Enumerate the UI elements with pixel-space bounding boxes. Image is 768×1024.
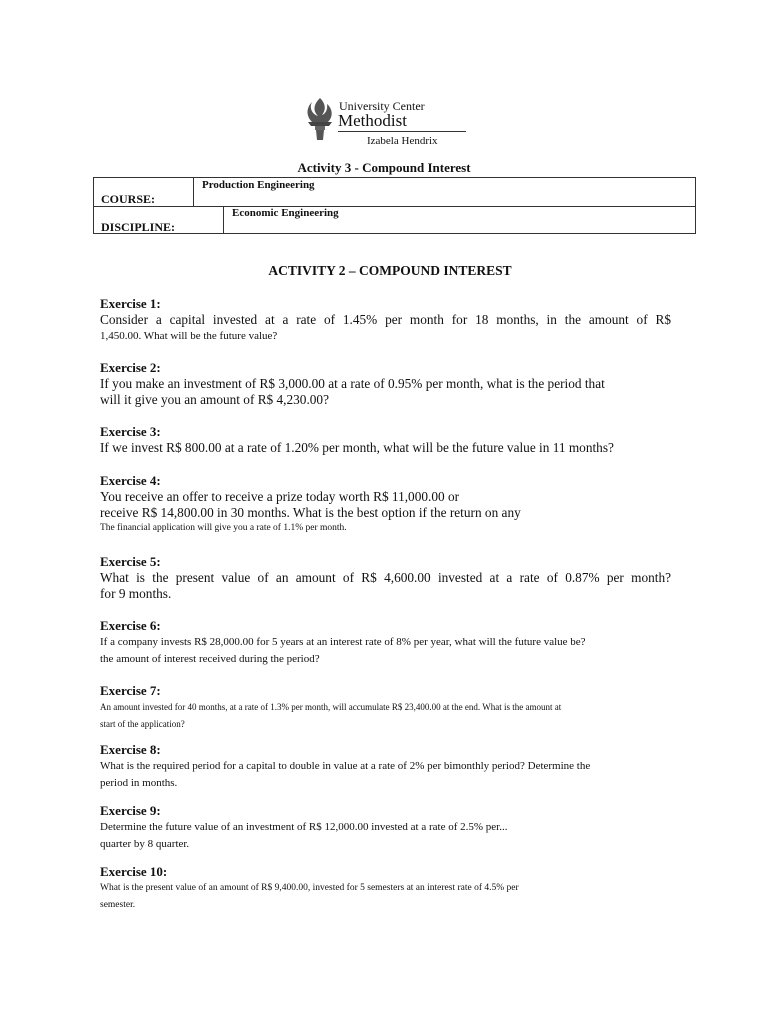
table-divider — [94, 206, 695, 207]
course-table — [93, 177, 696, 234]
torch-icon — [300, 96, 340, 142]
institution-logo — [300, 96, 480, 152]
exercise-text: What is the present value of an amount of R$ 9,400.00, invested for 5 semesters at an interest rate of 4.5% per — [100, 883, 519, 893]
discipline-value: Economic Engineering — [232, 207, 339, 219]
exercise-7 — [100, 683, 671, 733]
exercise-text: Consider a capital invested at a rate of 1.45% per month for 18 months, in the amount of R$ — [100, 312, 671, 327]
logo-underline — [338, 131, 466, 132]
main-title: ACTIVITY 2 – COMPOUND INTEREST — [268, 263, 512, 278]
exercise-text: the amount of interest received during the period? — [100, 653, 320, 665]
exercise-text: If you make an investment of R$ 3,000.00 at a rate of 0.95% per month, what is the period that — [100, 376, 605, 391]
institution-line1: University Center — [339, 99, 425, 113]
exercise-text: for 9 months. — [100, 586, 172, 601]
exercise-title: Exercise 6: — [100, 618, 161, 633]
exercise-9 — [100, 803, 671, 853]
exercise-text: start of the application? — [100, 719, 185, 729]
exercise-text: If a company invests R$ 28,000.00 for 5 years at an interest rate of 8% per year, what will the future value be? — [100, 636, 586, 648]
exercise-text: will it give you an amount of R$ 4,230.00? — [100, 392, 329, 407]
discipline-label: DISCIPLINE: — [101, 220, 176, 234]
exercise-text: quarter by 8 quarter. — [100, 838, 190, 850]
exercise-text: semester. — [100, 900, 136, 910]
exercise-2 — [100, 360, 671, 408]
exercise-title: Exercise 10: — [100, 864, 168, 879]
exercise-title: Exercise 2: — [100, 360, 161, 375]
exercise-text: What is the present value of an amount of R$ 4,600.00 invested at a rate of 0.87% per month? — [100, 570, 671, 585]
exercise-title: Exercise 7: — [100, 683, 161, 698]
exercise-text: 1,450.00. What will be the future value? — [100, 330, 278, 342]
exercise-title: Exercise 3: — [100, 424, 161, 439]
author-name: Izabela Hendrix — [367, 135, 438, 147]
exercise-title: Exercise 8: — [100, 742, 161, 757]
exercise-text: Determine the future value of an investment of R$ 12,000.00 invested at a rate of 2.5% per... — [100, 821, 508, 833]
activity-title: Activity 3 - Compound Interest — [297, 160, 471, 175]
exercise-title: Exercise 4: — [100, 473, 161, 488]
exercise-text: You receive an offer to receive a prize today worth R$ 11,000.00 or — [100, 489, 460, 504]
exercise-text: The financial application will give you a rate of 1.1% per month. — [100, 523, 347, 533]
exercise-3 — [100, 424, 671, 456]
exercise-text: If we invest R$ 800.00 at a rate of 1.20% per month, what will be the future value in 11 months? — [100, 440, 614, 455]
exercise-text: period in months. — [100, 777, 178, 789]
course-label: COURSE: — [101, 192, 156, 206]
exercise-4 — [100, 473, 671, 535]
exercise-text: What is the required period for a capital to double in value at a rate of 2% per bimonthly period? Determine the — [100, 760, 591, 772]
exercise-text: An amount invested for 40 months, at a rate of 1.3% per month, will accumulate R$ 23,400.00 at the end. What is the amount at — [100, 702, 562, 712]
exercise-8 — [100, 742, 671, 792]
exercise-title: Exercise 5: — [100, 554, 161, 569]
exercise-10 — [100, 864, 671, 914]
table-divider — [223, 206, 224, 234]
exercise-1 — [100, 296, 671, 344]
course-value: Production Engineering — [202, 179, 315, 191]
exercise-6 — [100, 618, 671, 668]
exercise-title: Exercise 9: — [100, 803, 161, 818]
exercise-text: receive R$ 14,800.00 in 30 months. What is the best option if the return on any — [100, 505, 521, 520]
table-divider — [193, 178, 194, 206]
exercise-5 — [100, 554, 671, 602]
institution-name: Methodist — [338, 111, 407, 130]
exercise-title: Exercise 1: — [100, 296, 161, 311]
